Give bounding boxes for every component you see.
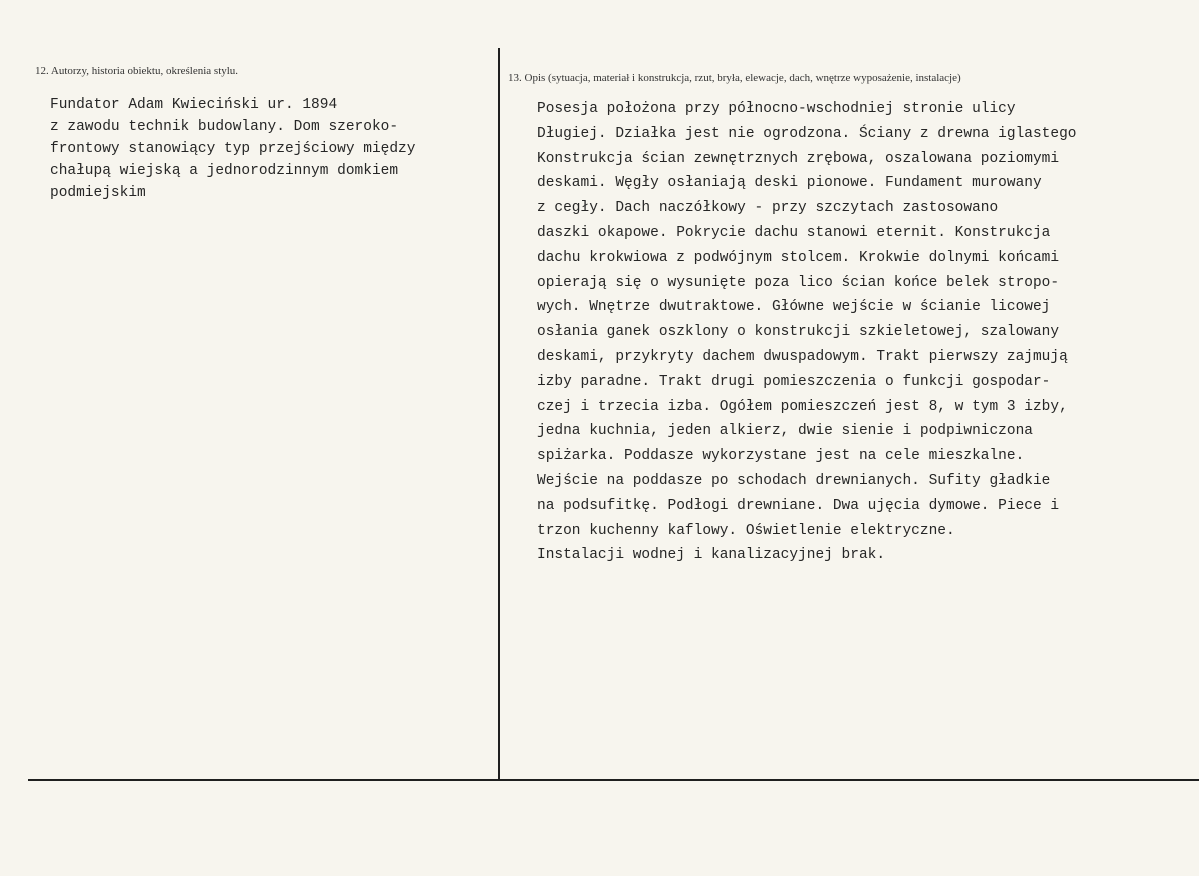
section-13-line: spiżarka. Poddasze wykorzystane jest na cele mieszkalne. <box>537 448 1025 465</box>
section-13 <box>508 72 1188 568</box>
section-13-line: jedna kuchnia, jeden alkierz, dwie sienie i podpiwniczona <box>537 423 1033 440</box>
section-12-text <box>50 94 485 204</box>
section-13-line: Długiej. Działka jest nie ogrodzona. Ściany z drewna iglastego <box>537 125 1077 142</box>
section-13-line: Konstrukcja ścian zewnętrznych zrębowa, oszalowana poziomymi <box>537 150 1060 167</box>
section-12-line: frontowy stanowiący typ przejściowy między <box>50 141 416 157</box>
section-12 <box>35 65 485 204</box>
section-13-line: czej i trzecia izba. Ogółem pomieszczeń jest 8, w tym 3 izby, <box>537 398 1068 415</box>
section-13-line: deskami, przykryty dachem dwuspadowym. Trakt pierwszy zajmują <box>537 348 1068 365</box>
section-13-heading: 13. Opis (sytuacja, materiał i konstrukcja, rzut, bryła, elewacje, dach, wnętrze wyposażenie, instalacje) <box>508 72 961 84</box>
section-13-line: dachu krokwiowa z podwójnym stolcem. Krokwie dolnymi końcami <box>537 249 1060 266</box>
section-13-line: izby paradne. Trakt drugi pomieszczenia o funkcji gospodar- <box>537 373 1051 390</box>
section-12-line: z zawodu technik budowlany. Dom szeroko- <box>50 119 399 135</box>
section-12-heading: 12. Autorzy, historia obiektu, określenia stylu. <box>35 65 239 77</box>
section-13-line: deskami. Węgły osłaniają deski pionowe. Fundament murowany <box>537 175 1042 192</box>
section-13-line: Wejście na poddasze po schodach drewnianych. Sufity gładkie <box>537 472 1051 489</box>
section-13-line: daszki okapowe. Pokrycie dachu stanowi eternit. Konstrukcja <box>537 224 1051 241</box>
section-13-line: z cegły. Dach naczółkowy - przy szczytach zastosowano <box>537 200 999 217</box>
section-12-line: chałupą wiejską a jednorodzinnym domkiem <box>50 163 399 179</box>
section-12-line: podmiejskim <box>50 185 146 201</box>
section-13-line: Instalacji wodnej i kanalizacyjnej brak. <box>537 547 886 564</box>
section-13-line: trzon kuchenny kaflowy. Oświetlenie elektryczne. <box>537 522 955 539</box>
section-13-line: wych. Wnętrze dwutraktowe. Główne wejście w ścianie licowej <box>537 299 1051 316</box>
bottom-rule <box>28 779 1199 781</box>
section-13-line: osłania ganek oszklony o konstrukcji szkieletowej, szalowany <box>537 324 1060 341</box>
section-13-line: Posesja położona przy północno-wschodniej stronie ulicy <box>537 101 1016 117</box>
column-divider <box>498 48 500 780</box>
section-13-line: opierają się o wysunięte poza lico ścian końce belek stropo- <box>537 274 1060 291</box>
section-13-text <box>537 97 1188 568</box>
section-12-line: Fundator Adam Kwieciński ur. 1894 <box>50 97 338 113</box>
section-13-line: na podsufitkę. Podłogi drewniane. Dwa ujęcia dymowe. Piece i <box>537 497 1060 514</box>
